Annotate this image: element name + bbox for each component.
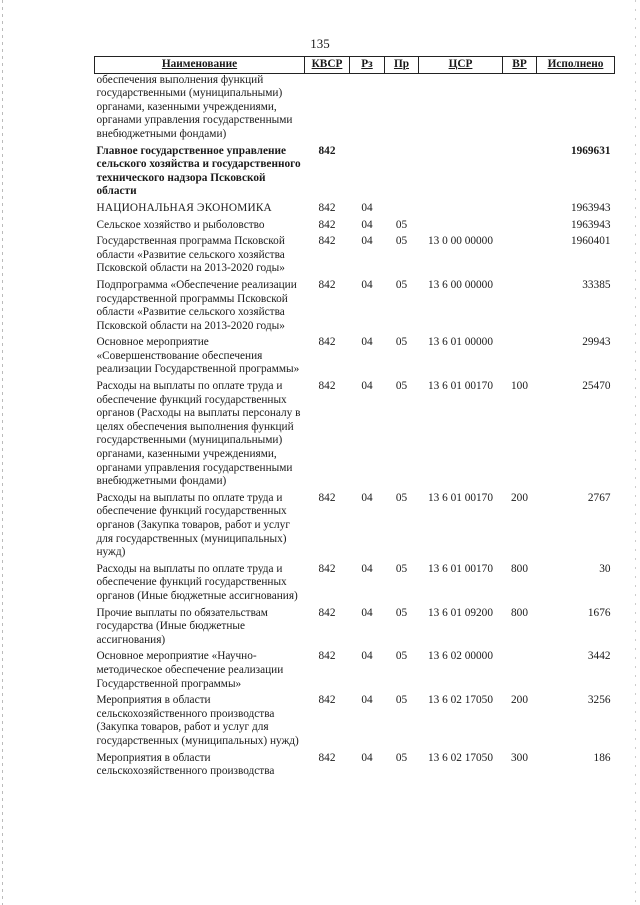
cell-done (537, 73, 615, 144)
cell-done: 1676 (587, 606, 611, 619)
page-number: 135 (310, 36, 330, 51)
table-row (95, 219, 615, 236)
cell-rz (350, 73, 385, 144)
cell-rz: 04 (361, 562, 373, 575)
cell-csr: 13 6 01 00000 (428, 336, 493, 349)
budget-table (94, 56, 615, 782)
header-name: Наименование (95, 57, 305, 74)
cell-done: 29943 (582, 336, 611, 349)
cell-rz (350, 145, 385, 202)
table-row (95, 145, 615, 202)
cell-kvsr: 842 (318, 235, 336, 248)
cell-done: 1963943 (570, 218, 611, 231)
header-kvsr: КВСР (305, 57, 350, 74)
cell-name: Сельское хозяйство и рыболовство (96, 218, 265, 231)
cell-pr (385, 202, 419, 219)
cell-csr: 13 6 00 00000 (428, 278, 493, 291)
cell-kvsr: 842 (318, 144, 336, 157)
cell-pr: 05 (395, 491, 408, 504)
cell-name: Мероприятия в области сельскохозяйственного производства (Закупка товаров, работ и услуг для государственных (муниципальных) нужд) (96, 694, 299, 747)
cell-rz: 04 (361, 751, 373, 764)
cell-done: 1969631 (570, 144, 611, 157)
cell-name: обеспечения выполнения функций государственными (муниципальными) органами, казенными учреждениями, органами управления государственными внебюджетными фондами) (96, 73, 293, 140)
cell-rz: 04 (361, 380, 373, 393)
cell-done: 1963943 (570, 201, 611, 214)
cell-kvsr: 842 (318, 278, 336, 291)
cell-pr: 05 (395, 235, 408, 248)
cell-done: 2767 (587, 491, 611, 504)
scan-edge-left (2, 0, 3, 905)
table-header (95, 57, 615, 74)
cell-csr (419, 145, 503, 202)
cell-pr: 05 (395, 606, 408, 619)
cell-csr: 13 6 02 00000 (428, 650, 493, 663)
cell-kvsr: 842 (318, 606, 336, 619)
cell-vr (503, 279, 537, 336)
table-row (95, 492, 615, 563)
table-row (95, 380, 615, 492)
cell-name: Расходы на выплаты по оплате труда и обеспечение функций государственных органов (Иные бюджетные ассигнования) (96, 562, 298, 602)
cell-kvsr: 842 (318, 491, 336, 504)
cell-name: Подпрограмма «Обеспечение реализации государственной программы Псковской области «Развитие сельского хозяйства Псковской области на 2013-2020 годы» (96, 278, 297, 332)
cell-name: Мероприятия в области сельскохозяйственного производства (96, 751, 275, 778)
cell-pr: 05 (395, 650, 408, 663)
cell-name: Государственная программа Псковской области «Развитие сельского хозяйства Псковской области на 2013-2020 годы» (96, 235, 285, 275)
cell-done: 1960401 (570, 235, 611, 248)
cell-name: Основное мероприятие «Научно-методическое обеспечение реализации Государственной программы» (96, 650, 284, 690)
cell-name: Расходы на выплаты по оплате труда и обеспечение функций государственных органов (Закупка товаров, работ и услуг для государственных (муниципальных) нужд) (96, 491, 290, 559)
cell-done: 3442 (587, 650, 611, 663)
cell-csr: 13 6 02 17050 (428, 751, 493, 764)
cell-vr: 200 (511, 491, 528, 504)
cell-vr (503, 202, 537, 219)
cell-name: Прочие выплаты по обязательствам государства (Иные бюджетные ассигнования) (96, 606, 268, 646)
cell-vr: 100 (511, 380, 528, 393)
table-row (95, 202, 615, 219)
cell-pr: 05 (395, 751, 408, 764)
cell-pr: 05 (395, 380, 408, 393)
cell-rz: 04 (361, 235, 373, 248)
header-csr: ЦСР (419, 57, 503, 74)
cell-vr: 800 (511, 606, 528, 619)
cell-pr: 05 (395, 278, 408, 291)
cell-kvsr: 842 (318, 751, 336, 764)
header-pr: Пр (385, 57, 419, 74)
cell-vr: 800 (511, 562, 528, 575)
cell-pr: 05 (395, 336, 408, 349)
table-row (95, 563, 615, 607)
cell-vr (503, 336, 537, 380)
table-row (95, 279, 615, 336)
table-body (95, 73, 615, 782)
table-row (95, 336, 615, 380)
scan-edge-right (635, 0, 636, 905)
cell-name: НАЦИОНАЛЬНАЯ ЭКОНОМИКА (96, 201, 272, 214)
cell-csr (419, 219, 503, 236)
cell-vr (503, 219, 537, 236)
cell-vr (503, 235, 537, 279)
cell-csr: 13 6 01 00170 (428, 491, 493, 504)
cell-vr (503, 650, 537, 694)
cell-pr: 05 (395, 562, 408, 575)
cell-rz: 04 (361, 218, 373, 231)
cell-csr (419, 202, 503, 219)
cell-vr (503, 73, 537, 144)
header-vr: ВР (503, 57, 537, 74)
cell-rz: 04 (361, 201, 373, 214)
table-row (95, 73, 615, 144)
table-row (95, 235, 615, 279)
cell-done: 33385 (582, 278, 611, 291)
header-row (95, 57, 615, 74)
cell-rz: 04 (361, 278, 373, 291)
cell-done: 186 (593, 751, 611, 764)
cell-rz: 04 (361, 694, 373, 707)
cell-csr (419, 73, 503, 144)
cell-csr: 13 6 01 09200 (428, 606, 493, 619)
header-done: Исполнено (537, 57, 615, 74)
cell-done: 25470 (582, 380, 611, 393)
cell-name: Основное мероприятие «Совершенствование обеспечения реализации Государственной программы» (96, 336, 300, 376)
cell-kvsr: 842 (318, 218, 336, 231)
cell-rz: 04 (361, 491, 373, 504)
cell-rz: 04 (361, 606, 373, 619)
cell-csr: 13 6 02 17050 (428, 694, 493, 707)
table-row (95, 694, 615, 751)
cell-kvsr: 842 (318, 694, 336, 707)
table-row (95, 650, 615, 694)
cell-vr (503, 145, 537, 202)
cell-name: Расходы на выплаты по оплате труда и обеспечение функций государственных органов (Расходы на выплаты персоналу в целях обеспечения выполнения функций государственными (муниципальными) органами, казенными учреждениями, органами управления государственными внебюджетными фондами) (96, 380, 301, 488)
cell-pr (385, 73, 419, 144)
cell-vr: 300 (511, 751, 528, 764)
cell-pr: 05 (395, 218, 408, 231)
header-rz: Рз (350, 57, 385, 74)
cell-done: 30 (599, 562, 611, 575)
cell-csr: 13 0 00 00000 (428, 235, 493, 248)
table-row (95, 752, 615, 782)
cell-pr: 05 (395, 694, 408, 707)
table-row (95, 607, 615, 651)
cell-rz: 04 (361, 650, 373, 663)
cell-rz: 04 (361, 336, 373, 349)
cell-vr: 200 (511, 694, 528, 707)
cell-kvsr: 842 (318, 380, 336, 393)
cell-csr: 13 6 01 00170 (428, 380, 493, 393)
cell-csr: 13 6 01 00170 (428, 562, 493, 575)
cell-kvsr: 842 (318, 650, 336, 663)
cell-name: Главное государственное управление сельского хозяйства и государственного технического надзора Псковской области (96, 144, 301, 198)
cell-kvsr (305, 73, 350, 144)
cell-kvsr: 842 (318, 201, 336, 214)
cell-kvsr: 842 (318, 336, 336, 349)
cell-done: 3256 (587, 694, 611, 707)
cell-pr (385, 145, 419, 202)
cell-kvsr: 842 (318, 562, 336, 575)
